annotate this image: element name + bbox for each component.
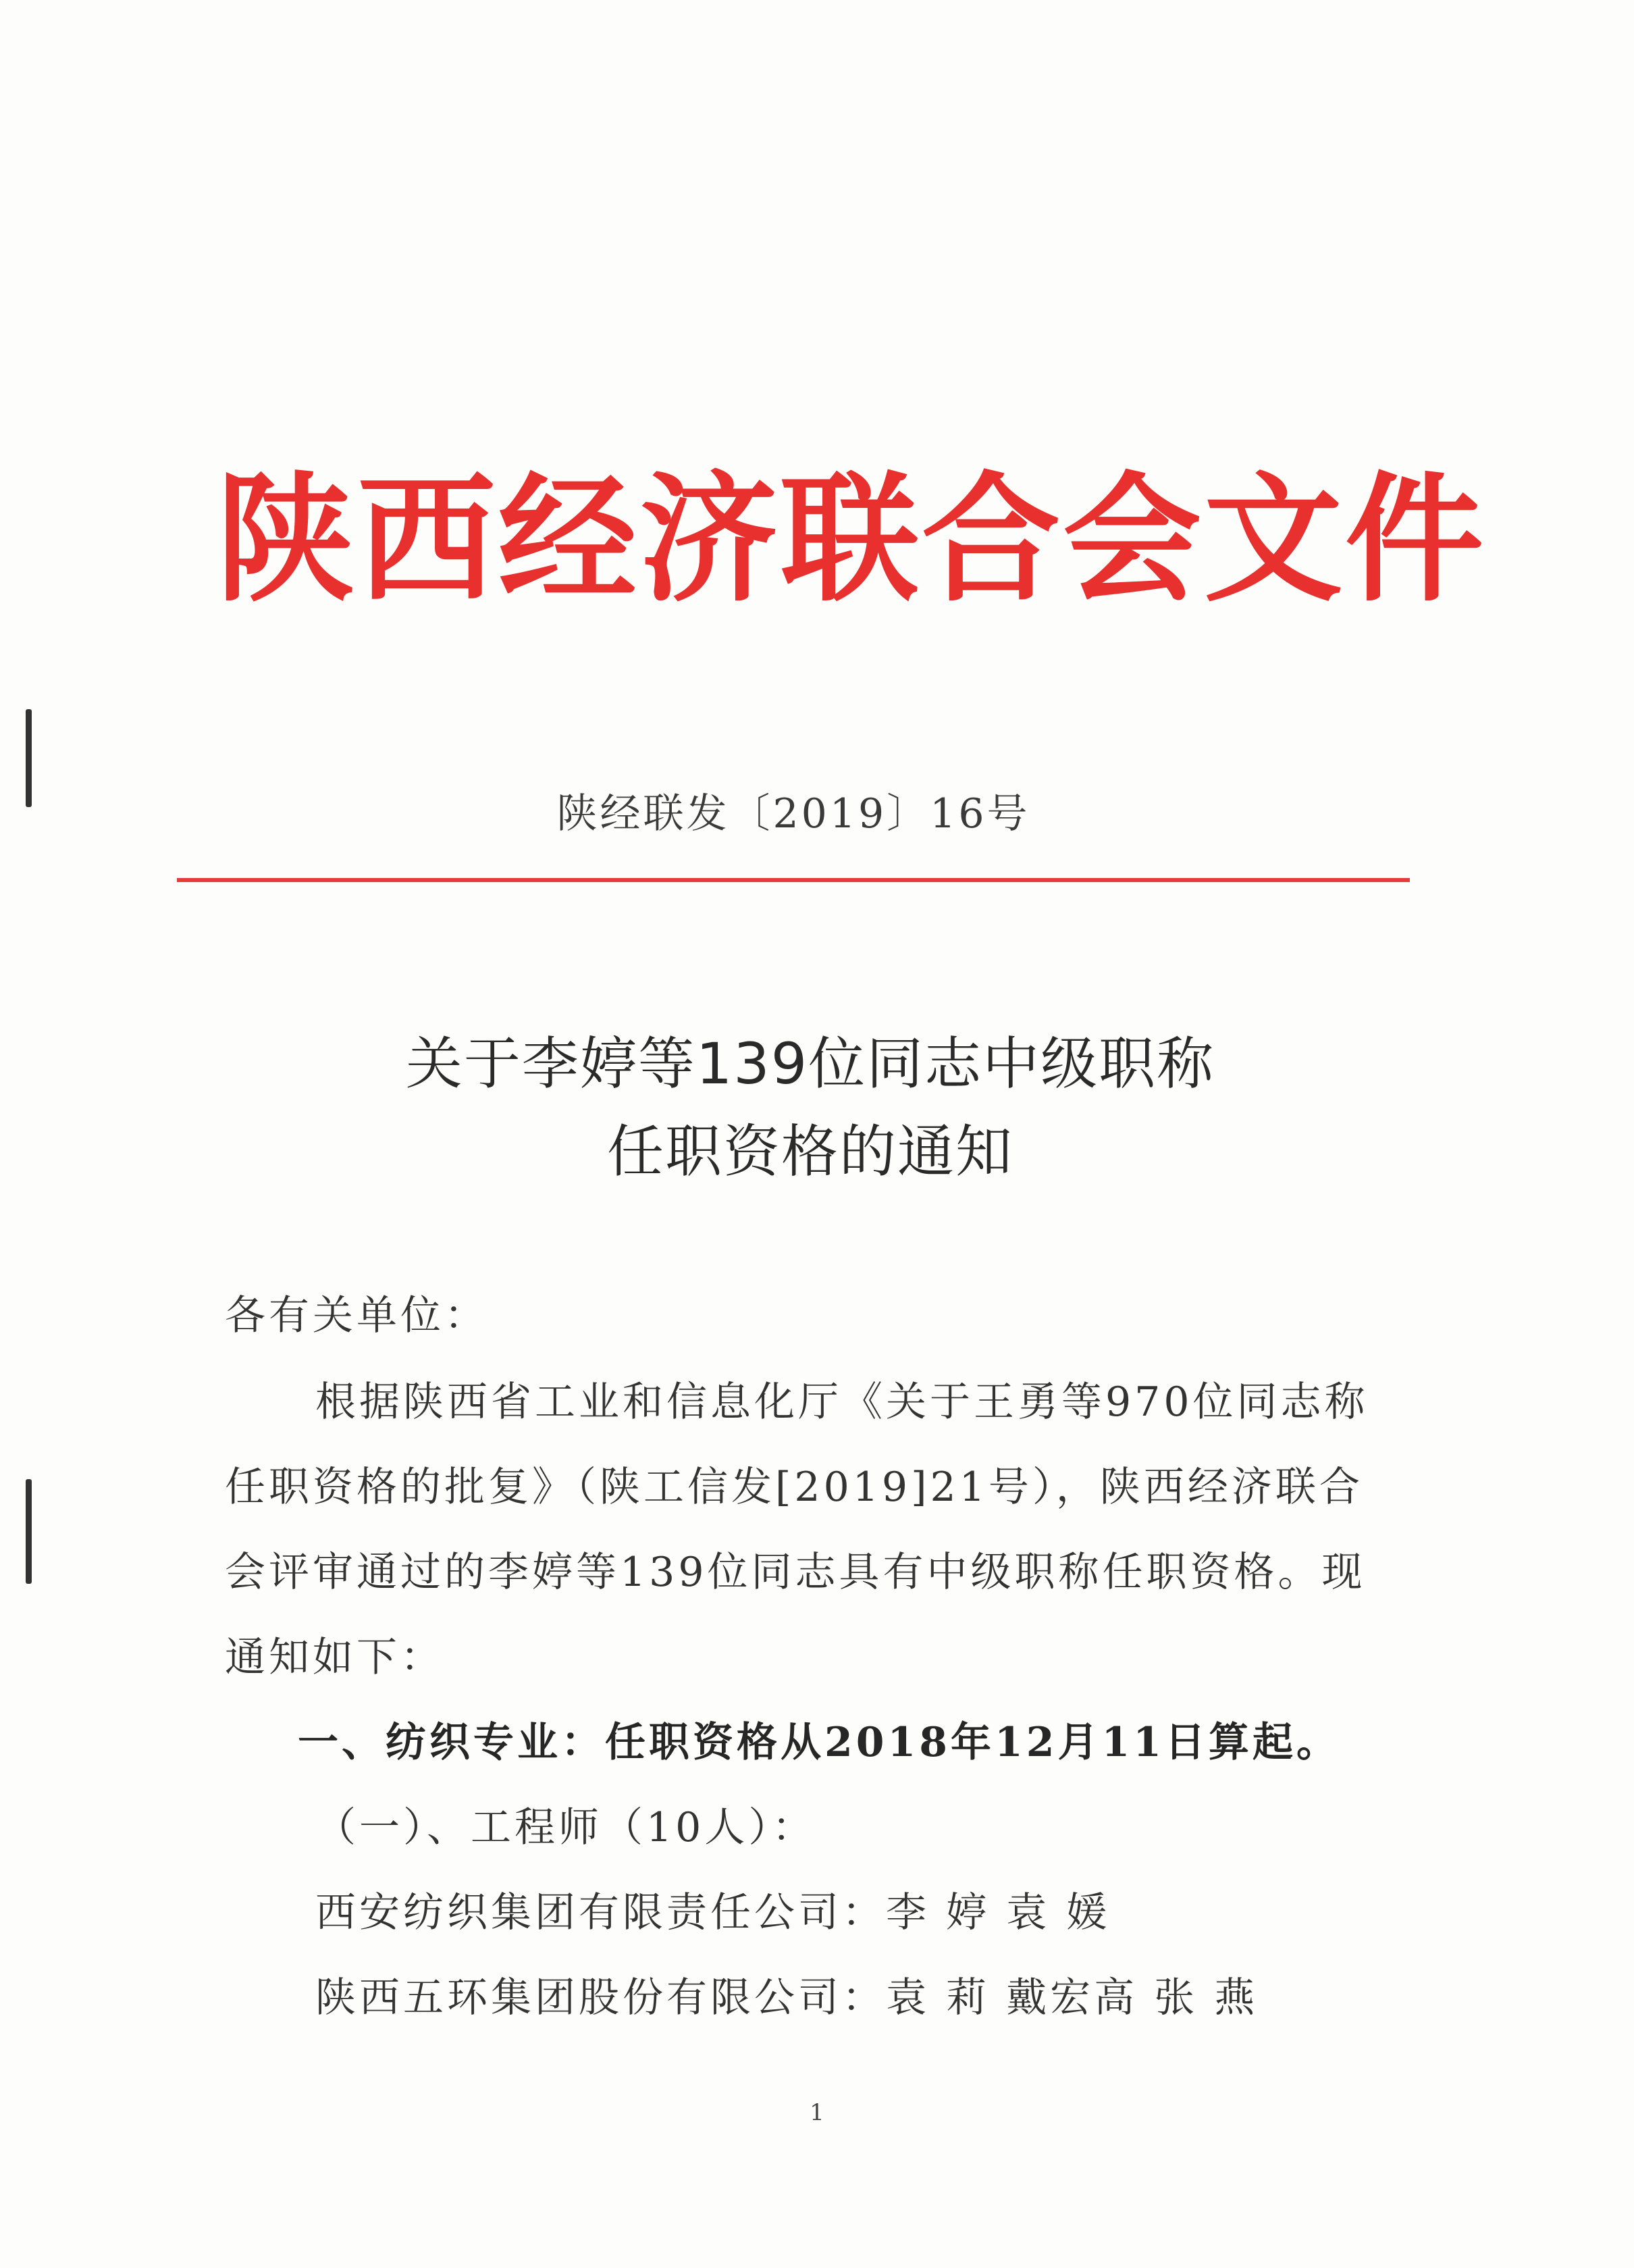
body-line-3: 会评审通过的李婷等139位同志具有中级职称任职资格。现	[225, 1549, 1366, 1596]
title-line-1: 关于李婷等139位同志中级职称	[405, 1031, 1215, 1097]
entry-line-1: 西安纺织集团有限责任公司：李 婷 袁 媛	[315, 1889, 1111, 1936]
binding-mark-top	[26, 709, 32, 807]
salutation: 各有关单位：	[225, 1292, 488, 1339]
document-number: 陕经联发〔2019〕16号	[556, 790, 1030, 837]
body-line-4: 通知如下：	[225, 1634, 444, 1681]
masthead: 陕西经济联合会文件	[216, 460, 1486, 621]
section-heading: 一、纺织专业：任职资格从2018年12月11日算起。	[298, 1719, 1340, 1766]
entry-line-2: 陕西五环集团股份有限公司：袁 莉 戴宏高 张 燕	[315, 1974, 1259, 2021]
binding-mark-bottom	[26, 1479, 32, 1584]
red-divider-line	[177, 878, 1410, 882]
body-line-2: 任职资格的批复》（陕工信发[2019]21号），陕西经济联合	[225, 1464, 1363, 1511]
subsection-heading: （一）、工程师（10人）：	[315, 1804, 816, 1851]
page-number: 1	[810, 2099, 824, 2126]
title-line-2: 任职资格的通知	[606, 1118, 1013, 1185]
body-line-1: 根据陕西省工业和信息化厅《关于王勇等970位同志称	[315, 1378, 1369, 1426]
document-title	[176, 1020, 1445, 1195]
